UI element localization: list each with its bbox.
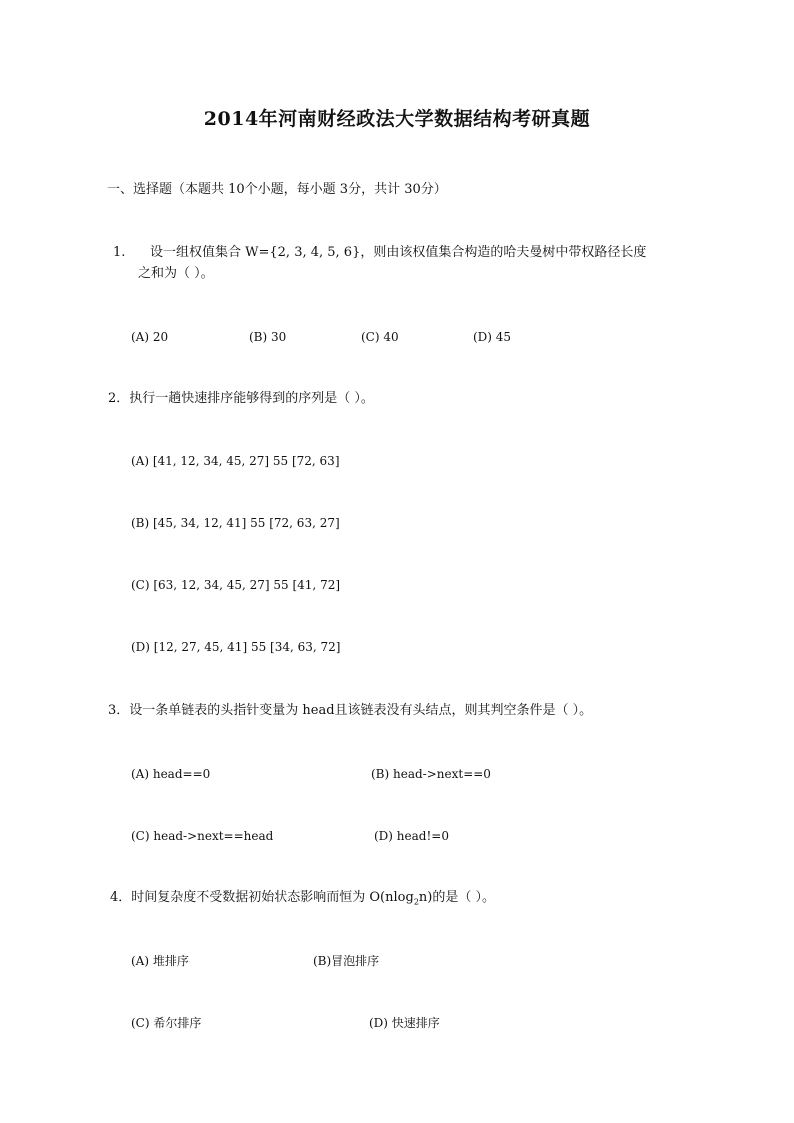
question-2-option-b: (B) [45, 34, 12, 41] 55 [72, 63, 27] bbox=[131, 516, 340, 530]
question-3-option-b: (B) head->next==0 bbox=[371, 767, 491, 781]
question-3-text: 3．设一条单链表的头指针变量为 head且该链表没有头结点，则其判空条件是（ ）。 bbox=[108, 703, 593, 718]
question-1-option-c: (C) 40 bbox=[361, 330, 399, 344]
question-1-option-b: (B) 30 bbox=[249, 330, 287, 344]
question-3-option-c: (C) head->next==head bbox=[131, 829, 274, 843]
question-4-option-a: (A) 堆排序 bbox=[131, 954, 189, 968]
question-3-option-a: (A) head==0 bbox=[131, 767, 211, 781]
question-2-text: 2．执行一趟快速排序能够得到的序列是（ ）。 bbox=[108, 391, 374, 406]
log-base-subscript: 2 bbox=[413, 897, 419, 907]
question-1-option-a: (A) 20 bbox=[131, 330, 169, 344]
question-4-option-d: (D) 快速排序 bbox=[369, 1016, 440, 1030]
question-2-option-c: (C) [63, 12, 34, 45, 27] 55 [41, 72] bbox=[131, 578, 341, 592]
question-4-option-c: (C) 希尔排序 bbox=[131, 1016, 202, 1030]
question-1-text: 设一组权值集合 W={2, 3, 4, 5, 6}，则由该权值集合构造的哈夫曼树中带权路径长度 bbox=[150, 245, 647, 260]
question-4-text-end: n)的是（ ）。 bbox=[418, 890, 495, 905]
question-2-option-a: (A) [41, 12, 34, 45, 27] 55 [72, 63] bbox=[131, 454, 340, 468]
question-4-text bbox=[110, 888, 495, 913]
question-4-text-main: 4．时间复杂度不受数据初始状态影响而恒为 O(nlog bbox=[110, 890, 414, 905]
question-4-option-b: (B)冒泡排序 bbox=[313, 954, 380, 968]
question-1-text-cont: 之和为（ ）。 bbox=[138, 266, 214, 281]
question-1-option-d: (D) 45 bbox=[473, 330, 512, 344]
question-2-option-d: (D) [12, 27, 45, 41] 55 [34, 63, 72] bbox=[131, 640, 341, 654]
page-title: 2014年河南财经政法大学数据结构考研真题 bbox=[203, 108, 591, 130]
question-1-number: 1. bbox=[113, 245, 126, 260]
section-heading: 一、选择题（本题共 10个小题，每小题 3分，共计 30分） bbox=[107, 182, 447, 197]
question-3-option-d: (D) head!=0 bbox=[374, 829, 449, 843]
